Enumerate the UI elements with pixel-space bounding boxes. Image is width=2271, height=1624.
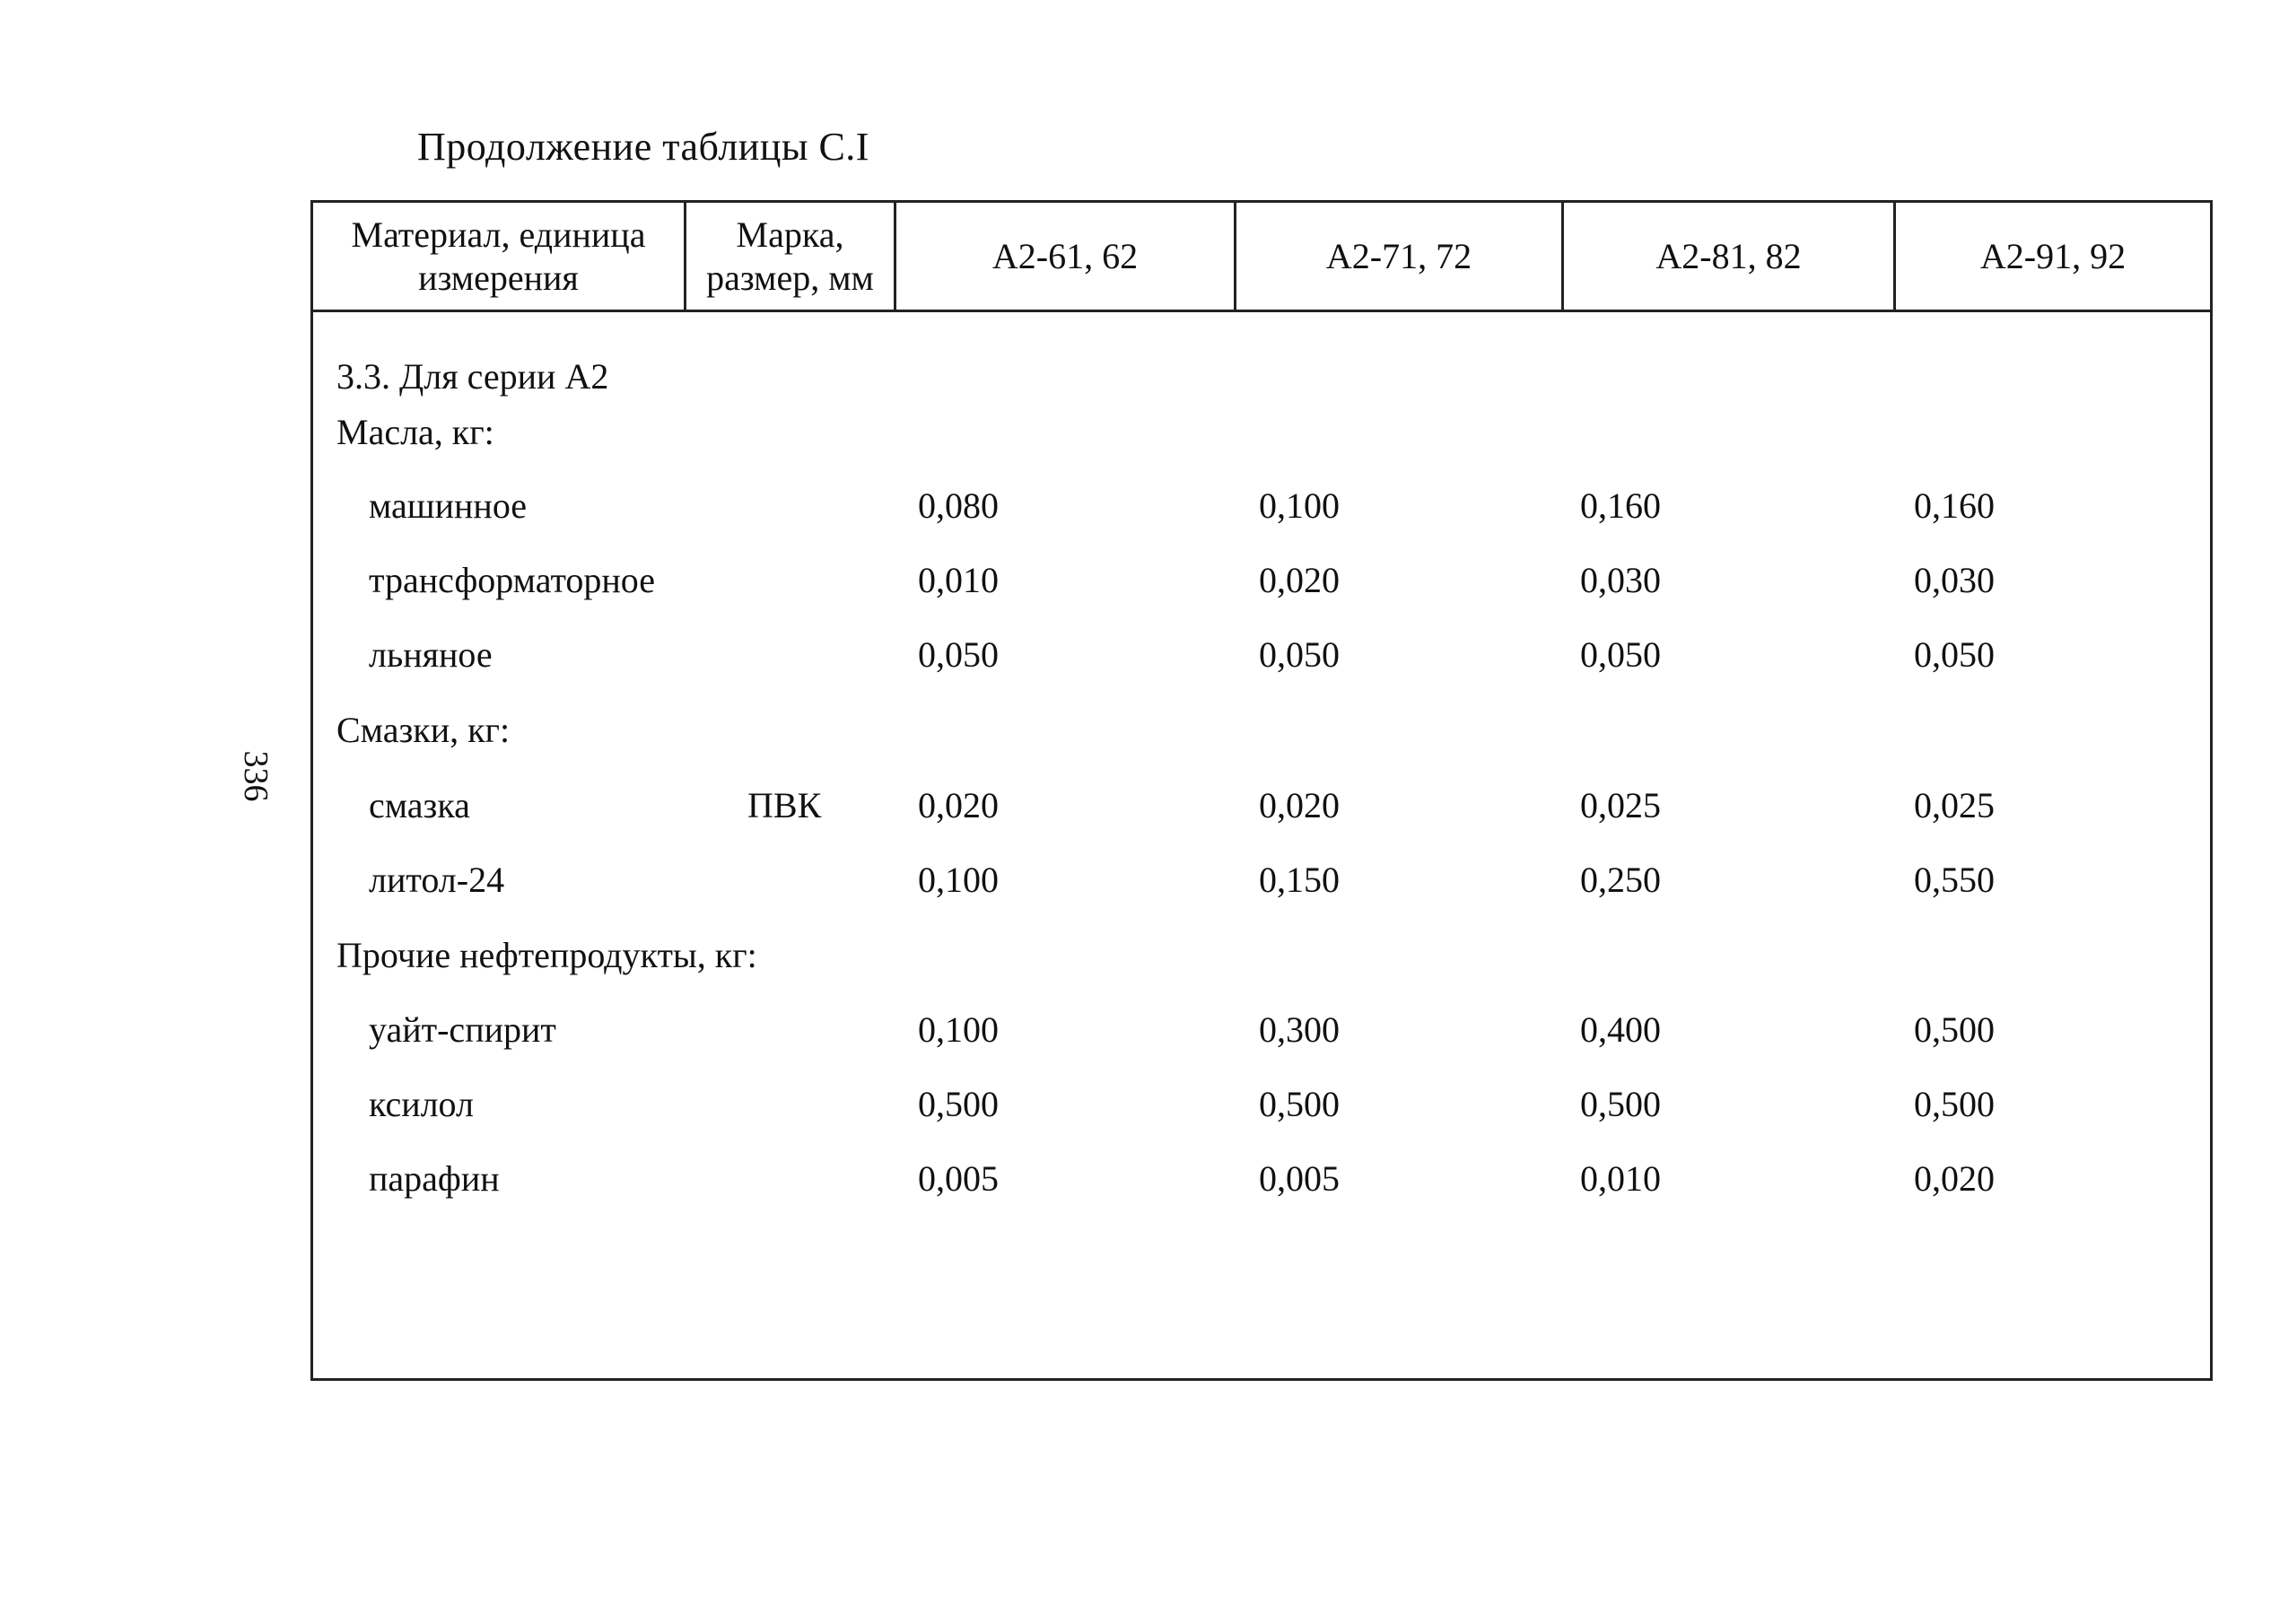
row-value-a2-71: 0,500	[1259, 1084, 1340, 1124]
header-col-a2-81	[1564, 203, 1896, 310]
row-value-a2-61: 0,010	[918, 560, 999, 600]
row-value-a2-71: 0,050	[1259, 634, 1340, 675]
row-value-a2-61: 0,500	[918, 1084, 999, 1124]
row-value-a2-91: 0,025	[1914, 785, 1995, 825]
row-material: литол-24	[369, 860, 505, 900]
row-value-a2-61: 0,080	[918, 485, 999, 526]
group-label-lubricants: Смазки, кг:	[336, 710, 511, 750]
row-value-a2-71: 0,100	[1259, 485, 1340, 526]
row-value-a2-61: 0,050	[918, 634, 999, 675]
header-mark-line2: размер, мм	[706, 257, 874, 298]
page-number: 336	[237, 750, 275, 802]
row-value-a2-91: 0,020	[1914, 1158, 1995, 1199]
row-material: ксилол	[369, 1084, 474, 1124]
row-value-a2-81: 0,500	[1580, 1084, 1661, 1124]
header-material-line1: Материал, единица	[351, 214, 646, 255]
row-value-a2-91: 0,500	[1914, 1009, 1995, 1050]
header-col-a2-61-label: А2-61, 62	[991, 235, 1139, 276]
row-material: льняное	[369, 634, 493, 675]
row-value-a2-81: 0,160	[1580, 485, 1661, 526]
row-material: смазка	[369, 785, 470, 825]
row-value-a2-71: 0,020	[1259, 560, 1340, 600]
row-value-a2-71: 0,150	[1259, 860, 1340, 900]
row-value-a2-81: 0,400	[1580, 1009, 1661, 1050]
row-value-a2-81: 0,010	[1580, 1158, 1661, 1199]
row-value-a2-61: 0,100	[918, 1009, 999, 1050]
header-material	[313, 203, 686, 310]
row-value-a2-91: 0,030	[1914, 560, 1995, 600]
header-col-a2-71	[1236, 203, 1564, 310]
row-value-a2-61: 0,020	[918, 785, 999, 825]
group-label-other-petroleum: Прочие нефтепродукты, кг:	[336, 935, 757, 975]
row-value-a2-71: 0,005	[1259, 1158, 1340, 1199]
materials-table	[310, 200, 2213, 1381]
row-value-a2-81: 0,030	[1580, 560, 1661, 600]
row-value-a2-81: 0,250	[1580, 860, 1661, 900]
header-mark	[686, 203, 896, 310]
row-mark: ПВК	[747, 785, 822, 825]
table-row	[313, 485, 2210, 538]
header-col-a2-91	[1896, 203, 2210, 310]
row-value-a2-71: 0,300	[1259, 1009, 1340, 1050]
header-col-a2-91-label: А2-91, 92	[1979, 235, 2127, 276]
row-value-a2-91: 0,550	[1914, 860, 1995, 900]
row-value-a2-61: 0,005	[918, 1158, 999, 1199]
row-value-a2-81: 0,025	[1580, 785, 1661, 825]
row-material: уайт-спирит	[369, 1009, 556, 1050]
table-row	[313, 559, 2210, 613]
table-row	[313, 1008, 2210, 1062]
group-label-oils: Масла, кг:	[336, 412, 494, 452]
row-value-a2-91: 0,160	[1914, 485, 1995, 526]
header-col-a2-61	[896, 203, 1236, 310]
row-material: трансформаторное	[369, 560, 656, 600]
table-row	[313, 633, 2210, 687]
row-value-a2-91: 0,500	[1914, 1084, 1995, 1124]
row-value-a2-81: 0,050	[1580, 634, 1661, 675]
table-row	[313, 859, 2210, 912]
section-title: 3.3. Для серии А2	[336, 356, 609, 397]
table-caption: Продолжение таблицы С.I	[417, 125, 869, 169]
header-col-a2-81-label: А2-81, 82	[1655, 235, 1802, 276]
row-value-a2-71: 0,020	[1259, 785, 1340, 825]
row-value-a2-91: 0,050	[1914, 634, 1995, 675]
row-value-a2-61: 0,100	[918, 860, 999, 900]
table-row	[313, 1157, 2210, 1211]
header-material-line2: измерения	[418, 257, 579, 298]
header-col-a2-71-label: А2-71, 72	[1325, 235, 1472, 276]
row-material: парафин	[369, 1158, 500, 1199]
row-material: машинное	[369, 485, 528, 526]
table-row	[313, 1083, 2210, 1137]
table-row	[313, 784, 2210, 838]
table-header-row	[313, 203, 2210, 312]
header-mark-line1: Марка,	[736, 214, 844, 255]
